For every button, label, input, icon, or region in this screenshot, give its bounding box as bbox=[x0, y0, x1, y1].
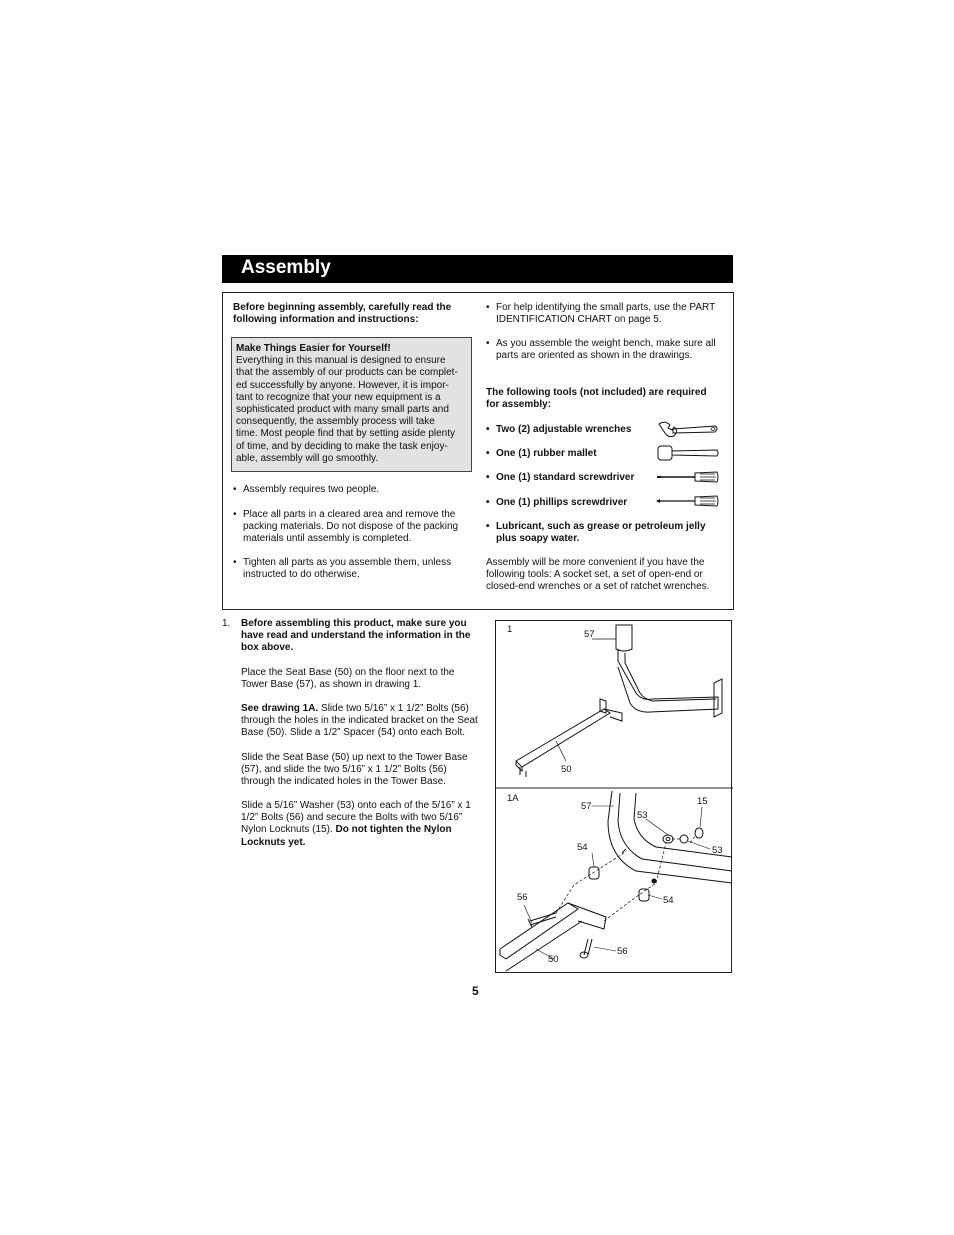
drawing-1-tower-base bbox=[600, 625, 722, 717]
part-label-washer: 53 bbox=[637, 810, 648, 821]
tip-box bbox=[231, 337, 472, 472]
part-label-seat-base: 50 bbox=[548, 954, 559, 965]
step-paragraph: Slide a 5/16” Washer (53) onto each of the 5/16” x 1 1/2” Bolts (56) and secure the Bolts with two 5/16” Nylon Locknuts (15). Do not tighten the Nylon Locknuts yet. bbox=[241, 800, 471, 848]
tip-title: Make Things Easier for Yourself! bbox=[236, 343, 391, 354]
part-label-spacer: 54 bbox=[577, 842, 588, 853]
part-label-tower-base: 57 bbox=[581, 801, 592, 812]
part-label-bolt: 56 bbox=[517, 892, 528, 903]
convenience-note: Assembly will be more convenient if you have the following tools: A socket set, a set of open-end or closed-end wrenches or a set of ratchet wrenches. bbox=[486, 557, 710, 593]
step-paragraph: Place the Seat Base (50) on the floor next to the Tower Base (57), as shown in drawing 1. bbox=[241, 667, 455, 691]
drawing-1a-id: 1A bbox=[507, 793, 519, 804]
page-number: 5 bbox=[472, 984, 479, 998]
step-paragraph: See drawing 1A. Slide two 5/16” x 1 1/2” Bolts (56) through the holes in the indicated bracket on the Seat Base (50). Slide a 1/2” Spacer (54) onto each Bolt. bbox=[241, 703, 478, 739]
tools-heading: The following tools (not included) are required for assembly: bbox=[486, 387, 707, 411]
wrench-icon bbox=[655, 420, 721, 440]
step-lead: Before assembling this product, make sure you have read and understand the information in the box above. bbox=[241, 618, 471, 654]
section-title-bar bbox=[222, 255, 733, 283]
assembly-drawing-box bbox=[495, 620, 732, 973]
mallet-icon bbox=[655, 444, 721, 462]
step-paragraph: Slide the Seat Base (50) up next to the Tower Base (57), and slide the two 5/16” x 1 1/2” Bolts (56) through the indicated holes in the Tower Base. bbox=[241, 752, 468, 788]
part-label-seat-base: 50 bbox=[561, 764, 572, 775]
step-number: 1. bbox=[222, 618, 231, 629]
part-label-spacer: 54 bbox=[663, 895, 674, 906]
drawing-1-id: 1 bbox=[507, 624, 513, 635]
phillips-screwdriver-icon bbox=[655, 493, 721, 509]
part-label-bolt: 56 bbox=[617, 946, 628, 957]
tip-body: Everything in this manual is designed to ensure that the assembly of our products can be complet- ed successfully by anyone. However, it is impor- tant to recognize that your new equipment is a sophisticated product with many small parts and consequently, the assembly process will take time. Most people find that by setting aside plenty of time, and by deciding to make the task enjoy- able, assembly will go smoothly. bbox=[236, 355, 458, 464]
part-label-locknut: 15 bbox=[697, 796, 708, 807]
info-intro: Before beginning assembly, carefully read the following information and instructions: bbox=[233, 302, 452, 326]
standard-screwdriver-icon bbox=[655, 469, 721, 485]
part-label-washer: 53 bbox=[712, 845, 723, 856]
page-title: Assembly bbox=[241, 257, 331, 278]
drawing-1a-tower-base bbox=[608, 791, 732, 883]
part-label-tower-base: 57 bbox=[584, 629, 595, 640]
